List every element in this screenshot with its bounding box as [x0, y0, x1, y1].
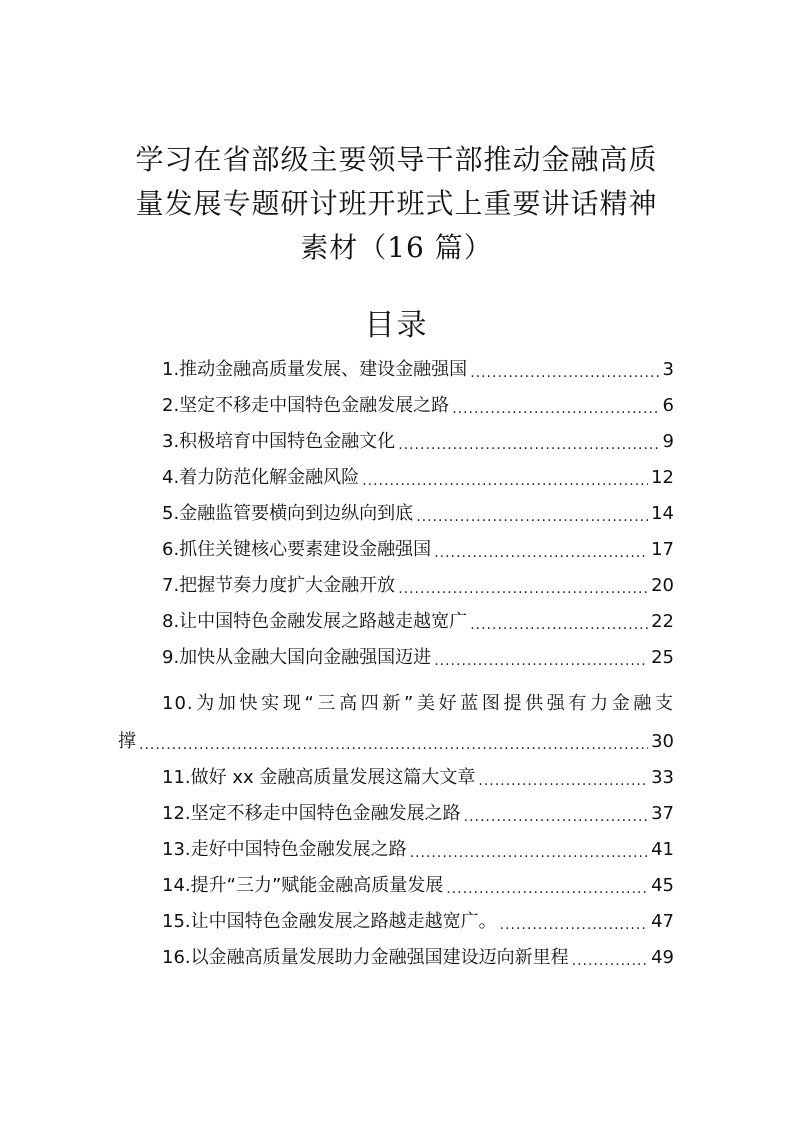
toc-entry-5[interactable] [162, 496, 674, 532]
toc-entry-10-first-line[interactable]: 10.为加快实现“三高四新”美好蓝图提供强有力金融支 [162, 693, 674, 714]
toc-entry-page: 6 [662, 395, 674, 416]
dot-leader [362, 474, 648, 496]
toc-entry-title: 9.加快从金融大国向金融强国迈进 [162, 647, 432, 668]
dot-leader [410, 846, 648, 868]
dot-leader [398, 582, 648, 604]
toc-entry-8[interactable] [162, 604, 674, 640]
dot-leader [452, 402, 659, 424]
toc-entry-12[interactable] [162, 796, 674, 832]
toc-entry-16[interactable] [162, 940, 674, 976]
dot-leader [478, 774, 648, 796]
toc-entry-page: 14 [651, 503, 674, 524]
toc-entry-page: 49 [651, 947, 674, 968]
toc-entry-10[interactable] [118, 724, 674, 760]
toc-entry-page: 3 [662, 359, 674, 380]
dot-leader [446, 882, 648, 904]
dot-leader [416, 510, 648, 532]
toc-entry-page: 41 [651, 839, 674, 860]
title-line-1: 学习在省部级主要领导干部推动金融高质 [135, 143, 658, 176]
dot-leader [500, 918, 648, 940]
toc-entry-title: 6.抓住关键核心要素建设金融强国 [162, 539, 432, 560]
toc-entry-page: 45 [651, 875, 674, 896]
toc-entry-title: 5.金融监管要横向到边纵向到底 [162, 503, 414, 524]
toc-entry-title: 4.着力防范化解金融风险 [162, 467, 360, 488]
document-title [110, 138, 683, 270]
toc-entry-title: 8.让中国特色金融发展之路越走越宽广 [162, 611, 468, 632]
toc-entry-title: 11.做好 xx 金融高质量发展这篇大文章 [162, 767, 476, 788]
title-line-3: 素材（16 篇） [300, 231, 493, 264]
toc-entry-page: 30 [651, 731, 674, 752]
toc-entry-page: 9 [662, 431, 674, 452]
toc-entry-9[interactable] [162, 640, 674, 676]
toc-entry-title: 13.走好中国特色金融发展之路 [162, 839, 407, 860]
toc-entry-14[interactable] [162, 868, 674, 904]
dot-leader [139, 738, 648, 760]
toc-entry-page: 22 [651, 611, 674, 632]
dot-leader [434, 546, 648, 568]
toc-entry-title: 3.积极培育中国特色金融文化 [162, 431, 396, 452]
toc-entry-6[interactable] [162, 532, 674, 568]
toc-entry-title: 12.坚定不移走中国特色金融发展之路 [162, 803, 461, 824]
toc-entry-title: 2.坚定不移走中国特色金融发展之路 [162, 395, 450, 416]
toc-entry-1[interactable] [162, 352, 674, 388]
dot-leader [398, 438, 659, 460]
toc-entry-13[interactable] [162, 832, 674, 868]
toc-entry-page: 47 [651, 911, 674, 932]
dot-leader [470, 366, 659, 388]
toc-entry-title: 撑 [118, 731, 136, 752]
toc-entry-title: 14.提升“三力”赋能金融高质量发展 [162, 875, 444, 896]
toc-entry-title: 1.推动金融高质量发展、建设金融强国 [162, 359, 468, 380]
toc-entry-2[interactable] [162, 388, 674, 424]
dot-leader [464, 810, 648, 832]
toc-entry-7[interactable] [162, 568, 674, 604]
toc-entry-title: 15.让中国特色金融发展之路越走越宽广。 [162, 911, 497, 932]
toc-entry-11[interactable] [162, 760, 674, 796]
toc-entry-page: 33 [651, 767, 674, 788]
toc-entry-3[interactable] [162, 424, 674, 460]
toc-entry-title: 16.以金融高质量发展助力金融强国建设迈向新里程 [162, 947, 569, 968]
toc-entry-4[interactable] [162, 460, 674, 496]
toc-entry-page: 25 [651, 647, 674, 668]
dot-leader [470, 618, 648, 640]
dot-leader [434, 654, 648, 676]
toc-entry-page: 37 [651, 803, 674, 824]
toc-entry-15[interactable] [162, 904, 674, 940]
toc-entry-page: 20 [651, 575, 674, 596]
title-line-2: 量发展专题研讨班开班式上重要讲话精神 [135, 187, 658, 220]
toc-heading: 目录 [364, 308, 429, 343]
toc-entry-page: 17 [651, 539, 674, 560]
toc-entry-title: 7.把握节奏力度扩大金融开放 [162, 575, 396, 596]
toc-entry-page: 12 [651, 467, 674, 488]
dot-leader [572, 954, 648, 976]
